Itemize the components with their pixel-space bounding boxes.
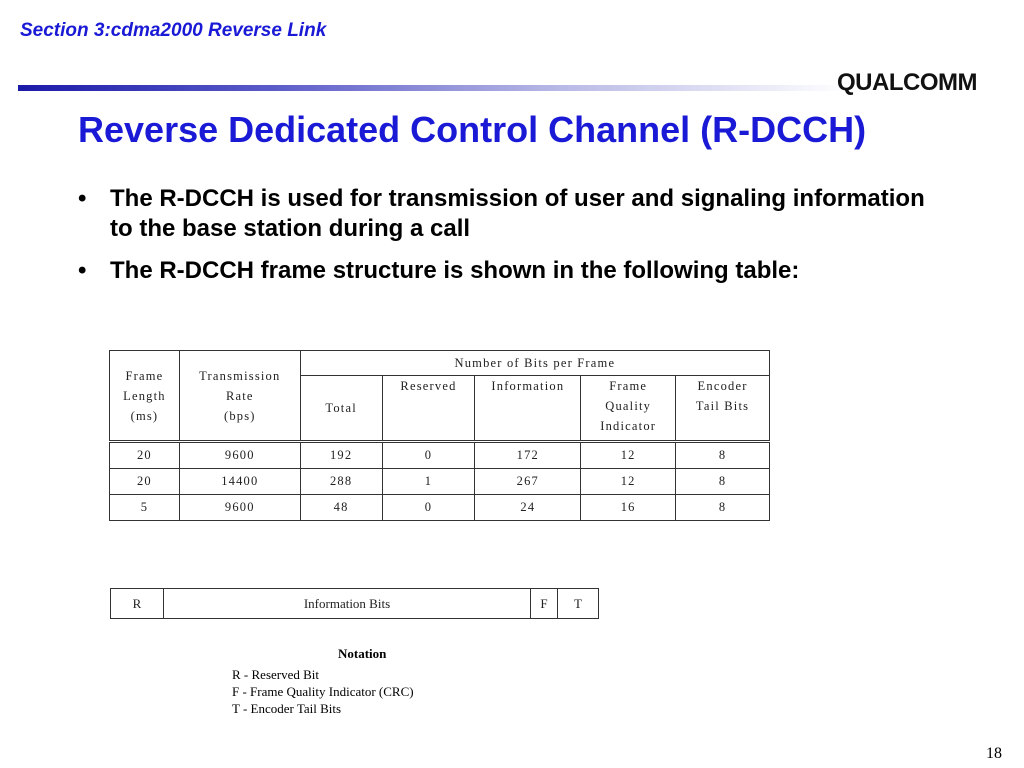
cell-information: 24 [475, 495, 581, 521]
cell-frame-quality: 12 [581, 442, 676, 469]
bit-layout-diagram [110, 588, 599, 619]
bit-field-tail: T [558, 589, 599, 619]
cell-reserved: 1 [382, 469, 475, 495]
cell-rate: 9600 [179, 495, 300, 521]
table-row [110, 469, 770, 495]
header-frame-length: Frame Length (ms) [110, 351, 180, 442]
cell-frame-quality: 16 [581, 495, 676, 521]
frame-structure-table [109, 350, 770, 521]
page-number: 18 [986, 745, 1002, 762]
bullet-item [78, 184, 950, 244]
header-transmission-rate: Transmission Rate (bps) [179, 351, 300, 442]
cell-frame-quality: 12 [581, 469, 676, 495]
cell-frame-length: 20 [110, 442, 180, 469]
notation-line: F - Frame Quality Indicator (CRC) [232, 684, 414, 699]
notation-line: R - Reserved Bit [232, 667, 320, 682]
header-information: Information [475, 376, 581, 442]
cell-tail-bits: 8 [676, 469, 770, 495]
header-bits-per-frame: Number of Bits per Frame [300, 351, 769, 376]
cell-reserved: 0 [382, 495, 475, 521]
svg-text:QUALCOMM: QUALCOMM [837, 69, 977, 96]
cell-tail-bits: 8 [676, 495, 770, 521]
table-row [110, 495, 770, 521]
header-reserved: Reserved [382, 376, 475, 442]
bit-field-reserved: R [111, 589, 164, 619]
header-rule [18, 85, 848, 91]
header-total: Total [300, 376, 382, 442]
cell-total: 288 [300, 469, 382, 495]
notation-line: T - Encoder Tail Bits [232, 701, 342, 716]
bullet-item [78, 256, 870, 286]
header-encoder-tail: Encoder Tail Bits [676, 376, 770, 442]
cell-reserved: 0 [382, 442, 475, 469]
cell-total: 48 [300, 495, 382, 521]
bullet-icon: • [78, 257, 87, 284]
notation-heading: Notation [338, 646, 387, 661]
bit-field-quality: F [531, 589, 558, 619]
cell-tail-bits: 8 [676, 442, 770, 469]
bit-field-information: Information Bits [164, 589, 531, 619]
cell-rate: 9600 [179, 442, 300, 469]
cell-rate: 14400 [179, 469, 300, 495]
cell-total: 192 [300, 442, 382, 469]
bullet-text: The R-DCCH frame structure is shown in the following table: [110, 257, 800, 284]
slide-title: Reverse Dedicated Control Channel (R-DCCH) [78, 109, 867, 150]
table-row [110, 442, 770, 469]
cell-information: 172 [475, 442, 581, 469]
header-frame-quality: Frame Quality Indicator [581, 376, 676, 442]
cell-frame-length: 5 [110, 495, 180, 521]
qualcomm-logo [837, 64, 995, 111]
bullet-text: The R-DCCH is used for transmission of user and signaling information to the base station during a call [110, 185, 925, 242]
bullet-icon: • [78, 185, 87, 212]
cell-information: 267 [475, 469, 581, 495]
notation-legend [232, 645, 414, 717]
cell-frame-length: 20 [110, 469, 180, 495]
section-header: Section 3:cdma2000 Reverse Link [20, 20, 327, 41]
